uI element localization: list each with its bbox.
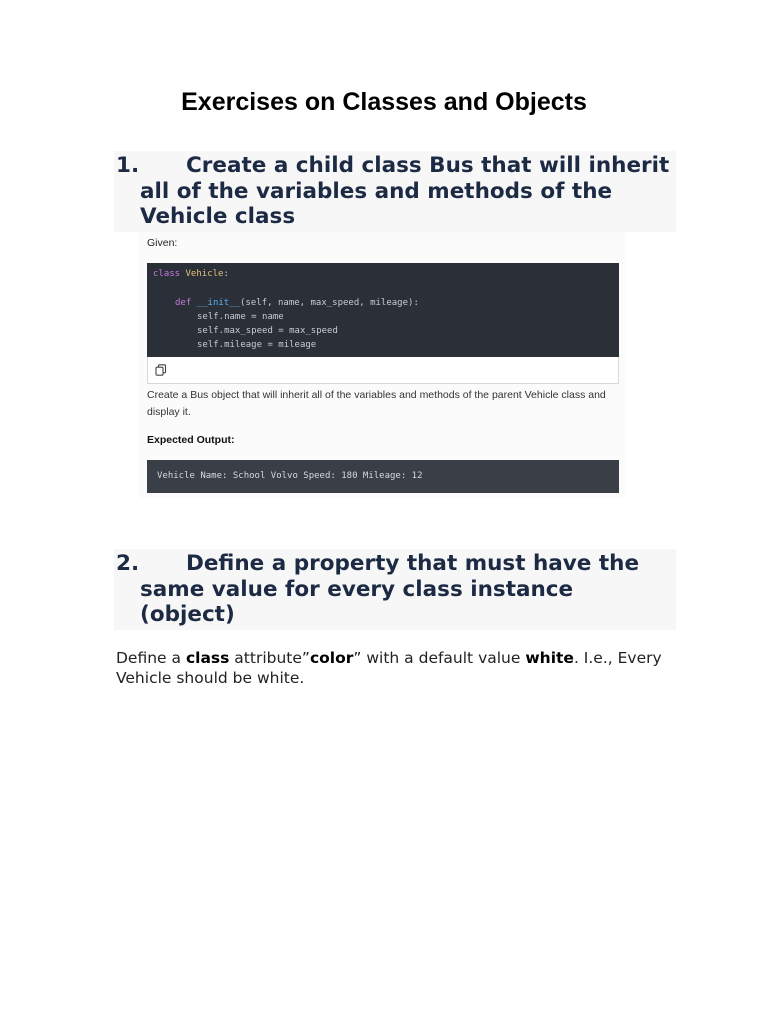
copy-bar (147, 357, 619, 384)
exercise-2-number: 2. (116, 551, 140, 576)
text-run: attribute” (229, 649, 310, 667)
text-run: . I.e., Every Vehicle should be white. (116, 649, 662, 687)
code-line-5: self.mileage = mileage (197, 340, 317, 350)
bold-term: white (525, 649, 574, 667)
exercise-1-screenshot (139, 232, 625, 498)
exercise-1-number: 1. (116, 153, 140, 178)
text-run: ” with a default value (353, 649, 526, 667)
copy-icon[interactable] (155, 364, 167, 376)
text-run: Define a (116, 649, 186, 667)
code-block (147, 263, 619, 357)
exercise-1-heading (114, 151, 676, 232)
code-params: (self, name, max_speed, mileage): (240, 298, 419, 308)
bold-term: color (309, 649, 354, 667)
code-line-3: self.name = name (197, 312, 284, 322)
bold-term: class (185, 649, 230, 667)
code-keyword: def (175, 298, 192, 308)
code-keyword: class (153, 269, 181, 279)
code-function-name: __init__ (196, 298, 241, 308)
code-line-2 (175, 298, 419, 309)
exercise-2-heading (114, 549, 676, 630)
exercise-1-title: Create a child class Bus that will inherit all of the variables and methods of the Vehicle class (140, 153, 670, 229)
expected-output-text: Vehicle Name: School Volvo Speed: 180 Mileage: 12 (157, 471, 423, 481)
code-punct: : (223, 269, 229, 279)
code-line-4: self.max_speed = max_speed (197, 326, 338, 336)
given-label: Given: (147, 237, 178, 249)
task-description: Create a Bus object that will inherit all of the variables and methods of the parent Vehicle class and display it. (147, 389, 606, 418)
expected-output-label: Expected Output: (147, 434, 235, 446)
page-title: Exercises on Classes and Objects (181, 88, 587, 116)
exercise-2-description (116, 648, 676, 688)
exercise-2-title: Define a property that must have the same value for every class instance (object) (140, 551, 640, 627)
code-line-1 (153, 269, 229, 280)
expected-output-block (147, 460, 619, 493)
code-class-name: Vehicle (185, 269, 224, 279)
